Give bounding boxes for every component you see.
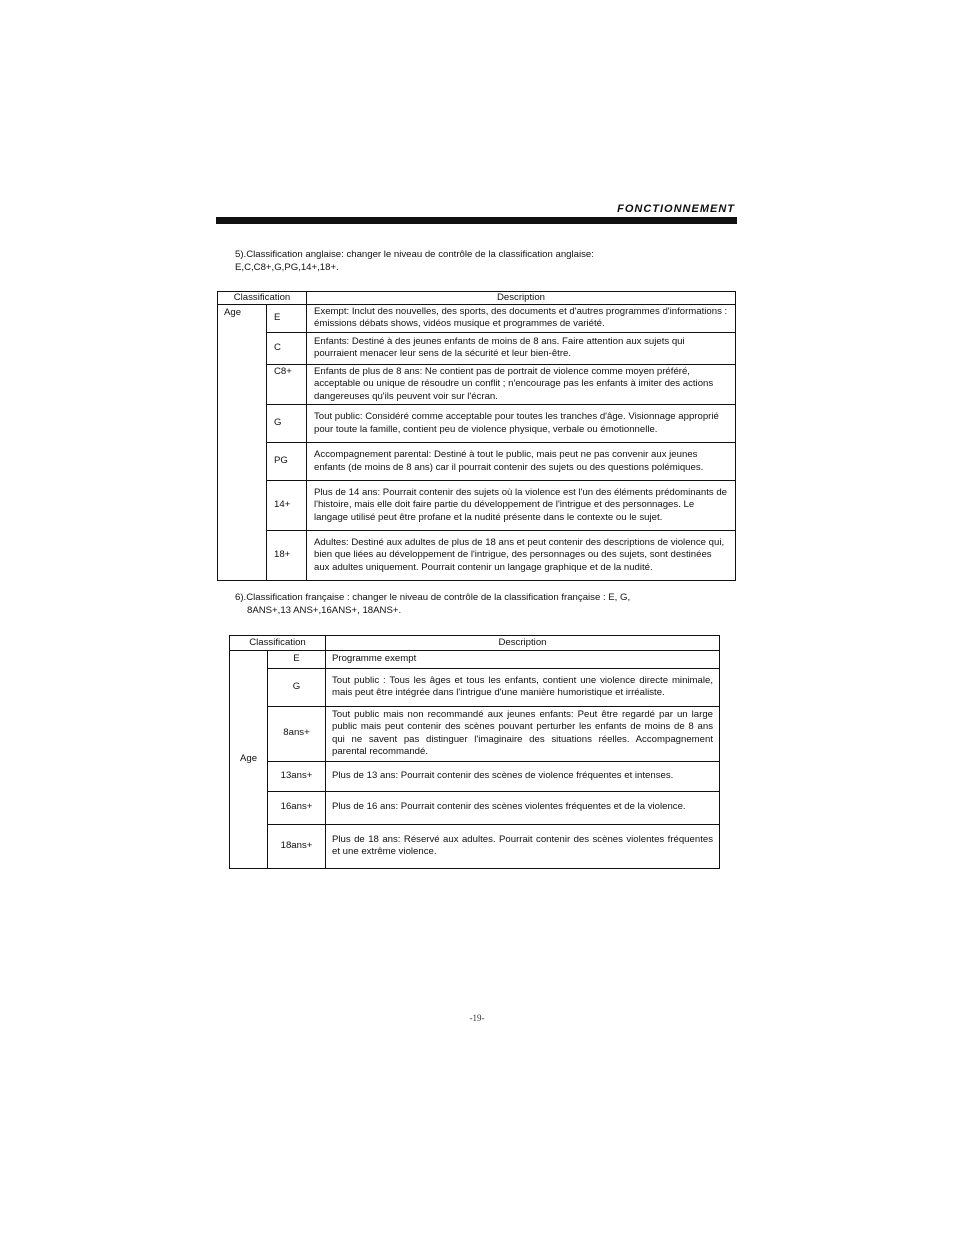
rating-code: 16ans+: [268, 791, 326, 824]
table-row: [218, 481, 736, 531]
table-row: [230, 824, 720, 868]
column-header-description: Description: [307, 292, 736, 305]
table-row: [230, 668, 720, 706]
rating-code: 18ans+: [268, 824, 326, 868]
rating-code: C: [267, 332, 307, 364]
table-header-row: [230, 636, 720, 651]
table-row: [218, 405, 736, 443]
rating-description: Tout public mais non recommandé aux jeunes enfants: Peut être regardé par un large public mais peut contenir des scènes pouvant perturber les enfants de moins de 8 ans qui ne savent pas distinguer l'imaginaire des situations réelles. Accompagnement parental recommandé.: [326, 706, 720, 761]
rating-code: G: [267, 405, 307, 443]
rating-code: 13ans+: [268, 761, 326, 791]
table-row: [230, 651, 720, 669]
rating-code: G: [268, 668, 326, 706]
table-row: [218, 332, 736, 364]
rating-description: Enfants: Destiné à des jeunes enfants de moins de 8 ans. Faire attention aux sujets qui pourraient menacer leur sens de la sécurité et leur bien-être.: [307, 332, 736, 364]
french-rating-table: [229, 635, 720, 869]
table-row: [218, 305, 736, 333]
rating-code: 8ans+: [268, 706, 326, 761]
rating-description: Exempt: Inclut des nouvelles, des sports, des documents et d'autres programmes d'informations : émissions débats shows, vidéos musique et programmes de variété.: [307, 305, 736, 333]
french-intro-line2: 8ANS+,13 ANS+,16ANS+, 18ANS+.: [247, 604, 402, 616]
table-row: [218, 531, 736, 581]
rating-description: Accompagnement parental: Destiné à tout le public, mais peut ne pas convenir aux jeunes enfants (de moins de 8 ans) car il pourrait contenir des sujets ou des questions polémiques.: [307, 443, 736, 481]
rating-code: E: [268, 651, 326, 669]
rating-code: 14+: [267, 481, 307, 531]
age-label: Age: [230, 651, 268, 869]
english-intro-line1: 5).Classification anglaise: changer le niveau de contrôle de la classification anglaise:: [235, 249, 594, 260]
section-header-title: FONCTIONNEMENT: [617, 203, 735, 215]
table-row: [218, 364, 736, 404]
french-intro-line1: 6).Classification française : changer le niveau de contrôle de la classification française : E, G,: [235, 592, 631, 603]
table-row: [218, 443, 736, 481]
column-header-classification: Classification: [230, 636, 326, 651]
rating-description: Plus de 16 ans: Pourrait contenir des scènes violentes fréquentes et de la violence.: [326, 791, 720, 824]
rating-code: PG: [267, 443, 307, 481]
english-intro-line2: E,C,C8+,G,PG,14+,18+.: [235, 261, 339, 273]
table-row: [230, 791, 720, 824]
column-header-classification: Classification: [218, 292, 307, 305]
rating-description: Tout public: Considéré comme acceptable pour toutes les tranches d'âge. Visionnage approprié pour toute la famille, contient peu de violence physique, verbale ou émotionnelle.: [307, 405, 736, 443]
rating-description: Enfants de plus de 8 ans: Ne contient pas de portrait de violence comme moyen préféré, acceptable ou unique de résoudre un conflit ; n'encourage pas les enfants à imiter des actions dangereuses qu'ils peuvent voir sur l'écran.: [307, 364, 736, 404]
rating-description: Adultes: Destiné aux adultes de plus de 18 ans et peut contenir des descriptions de violence qui, bien que liées au développement de l'intrigue, des personnages ou des sujets, sont destinées aux adultes uniquement. Pourrait contenir un langage graphique et de la nudité.: [307, 531, 736, 581]
age-label: Age: [218, 305, 267, 581]
french-rating-intro: [235, 592, 715, 617]
table-row: [230, 706, 720, 761]
table-header-row: [218, 292, 736, 305]
page-number: -19-: [469, 1013, 485, 1023]
rating-description: Plus de 13 ans: Pourrait contenir des scènes de violence fréquentes et intenses.: [326, 761, 720, 791]
rating-description: Plus de 14 ans: Pourrait contenir des sujets où la violence est l'un des éléments prédominants de l'histoire, mais elle doit faire partie du développement de l'intrigue et des personnages. Le langage utilisé peut être profane et la nudité présente dans le contexte ou le sujet.: [307, 481, 736, 531]
rating-description: Tout public : Tous les âges et tous les enfants, contient une violence directe minimale, mais peut être intégrée dans l'intrigue d'une manière humoristique et irréaliste.: [326, 668, 720, 706]
english-rating-table: [217, 291, 736, 581]
english-rating-intro: [235, 249, 715, 274]
rating-code: E: [267, 305, 307, 333]
header-rule: [216, 217, 737, 224]
rating-description: Programme exempt: [326, 651, 720, 669]
table-row: [230, 761, 720, 791]
rating-description: Plus de 18 ans: Réservé aux adultes. Pourrait contenir des scènes violentes fréquentes et une extrême violence.: [326, 824, 720, 868]
column-header-description: Description: [326, 636, 720, 651]
rating-code: 18+: [267, 531, 307, 581]
rating-code: C8+: [267, 364, 307, 404]
